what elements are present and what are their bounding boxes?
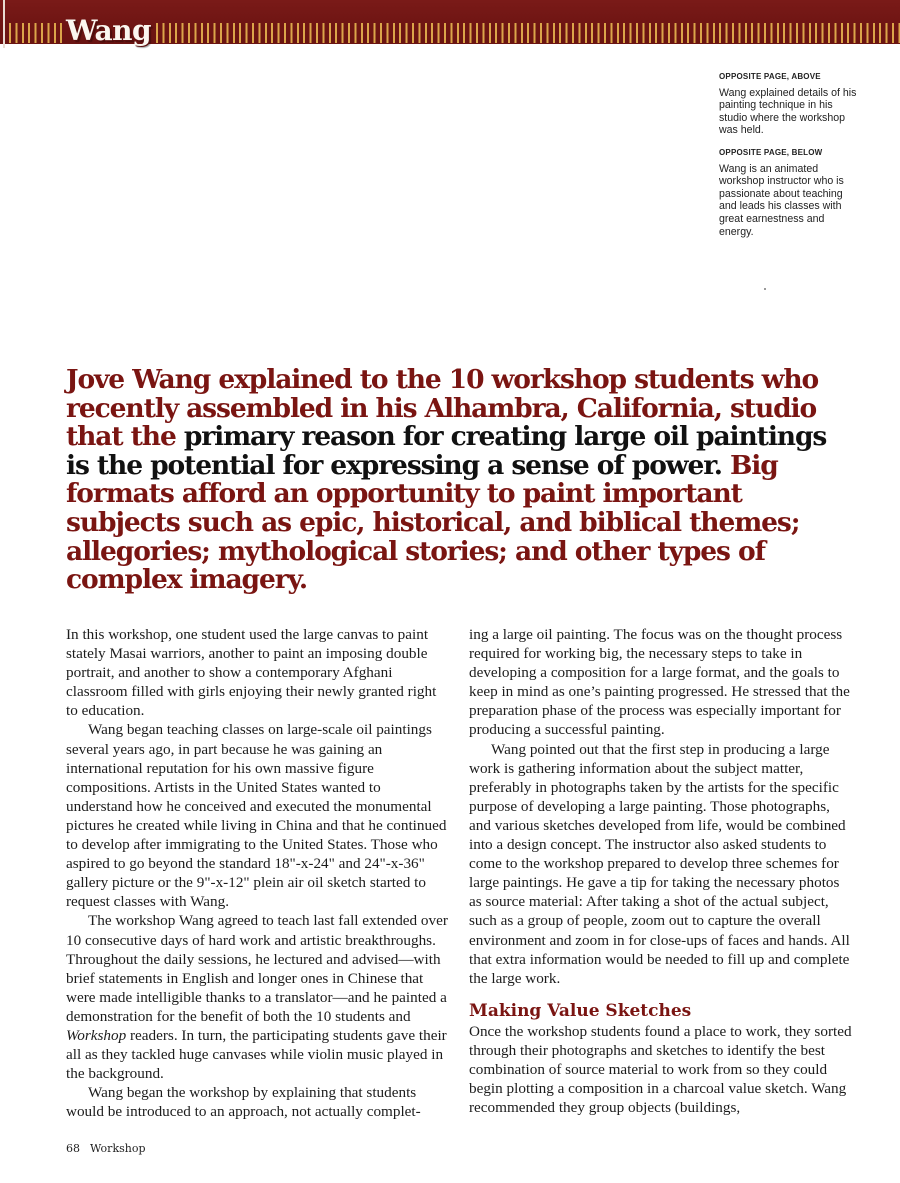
caption-label-below: OPPOSITE PAGE, BELOW (719, 147, 823, 157)
photo-captions (719, 71, 859, 248)
header-stripes-right (156, 23, 900, 43)
header-stripes-left (9, 23, 63, 43)
page-number: 68 (66, 1142, 80, 1155)
caption-text-below: Wang is an animated workshop instructor who is passionate about teaching and leads his classes with great earnestness and energy. (719, 162, 844, 238)
paragraph: In this workshop, one student used the large canvas to paint stately Masai warriors, another to paint an imposing double portrait, and another to show a contemporary Afghani classroom filled with girls enjoying their newly granted right to education. (66, 626, 437, 720)
paragraph: ing a large oil painting. The focus was on the thought process required for working big, the necessary steps to take in developing a composition for a large format, and the goals to keep in mind as one’s painting progressed. He stressed that the preparation phase of the process was especially important for producing a successful painting. (469, 626, 850, 739)
print-speck (764, 288, 766, 290)
deck-part-emphasis: primary reason for creating large oil paintings is the potential for expressing a sense of power. (66, 421, 827, 481)
article-deck (66, 366, 856, 595)
body-column-right (469, 625, 853, 1117)
paragraph: Wang began teaching classes on large-scale oil paintings several years ago, in part because he was gaining an international reputation for his own massive figure compositions. Artists in the United States wanted to understand how he conceived and executed the monumental pictures he created while living in China and that he continued to develop after immigrating to the United States. Those who aspired to go beyond the standard 18"-x-24" and 24"-x-36" gallery picture or the 9"-x-12" plein air oil sketch started to request classes with Wang. (66, 721, 447, 911)
caption-text-above: Wang explained details of his painting technique in his studio where the workshop was held. (719, 86, 857, 137)
deck-part-accent-2: Big formats afford an opportunity to paint important subjects such as epic, historical, and biblical themes; allegories; mythological stories; and other types of complex imagery. (66, 449, 800, 596)
paragraph: Once the workshop students found a place to work, they sorted through their photographs and sketches to identify the best combination of source material to work from so they could begin plotting a composition in a charcoal value sketch. Wang recommended they group objects (buildings, (469, 1022, 852, 1117)
section-title: Wang (66, 14, 152, 47)
publication-name: Workshop (90, 1142, 146, 1155)
caption-label-above: OPPOSITE PAGE, ABOVE (719, 72, 821, 81)
paragraph-text: The workshop Wang agreed to teach last fall extended over 10 consecutive days of hard work and artistic breakthroughs. Throughout the daily sessions, he lectured and advised—with brief statements in English and longer ones in Chinese that were made intelligible thanks to a translator—and he painted a demonstration for the benefit of both the 10 students and (66, 912, 448, 1025)
page-folio (66, 1142, 146, 1155)
paragraph: Wang began the workshop by explaining that students would be introduced to an approach, not actually complet- (66, 1084, 421, 1121)
header-edge-line (3, 0, 5, 48)
body-column-left (66, 625, 450, 1121)
paragraph-text: readers. In turn, the participating students gave their all as they tackled huge canvases while violin music played in the background. (66, 1026, 447, 1083)
subhead: Making Value Sketches (469, 1000, 692, 1021)
publication-name-italic: Workshop (66, 1026, 127, 1044)
paragraph (66, 911, 450, 1083)
paragraph: Wang pointed out that the first step in producing a large work is gathering information about the subject matter, preferably in photographs taken by the artists for the specific purpose of developing a large painting. Those photographs, and various sketches developed from life, would be combined into a design concept. The instructor also asked students to come to the workshop prepared to develop three schemes for large paintings. He gave a tip for taking the necessary photos as source material: After taking a shot of the actual subject, such as a group of people, zoom out to capture the overall environment and zoom in for close-ups of faces and hands. All that extra information would be needed to fill up and complete the large work. (469, 740, 850, 987)
deck-part-accent-1: Jove Wang explained to the 10 workshop students who recently assembled in his Alhambra, California, studio that the (66, 364, 819, 453)
